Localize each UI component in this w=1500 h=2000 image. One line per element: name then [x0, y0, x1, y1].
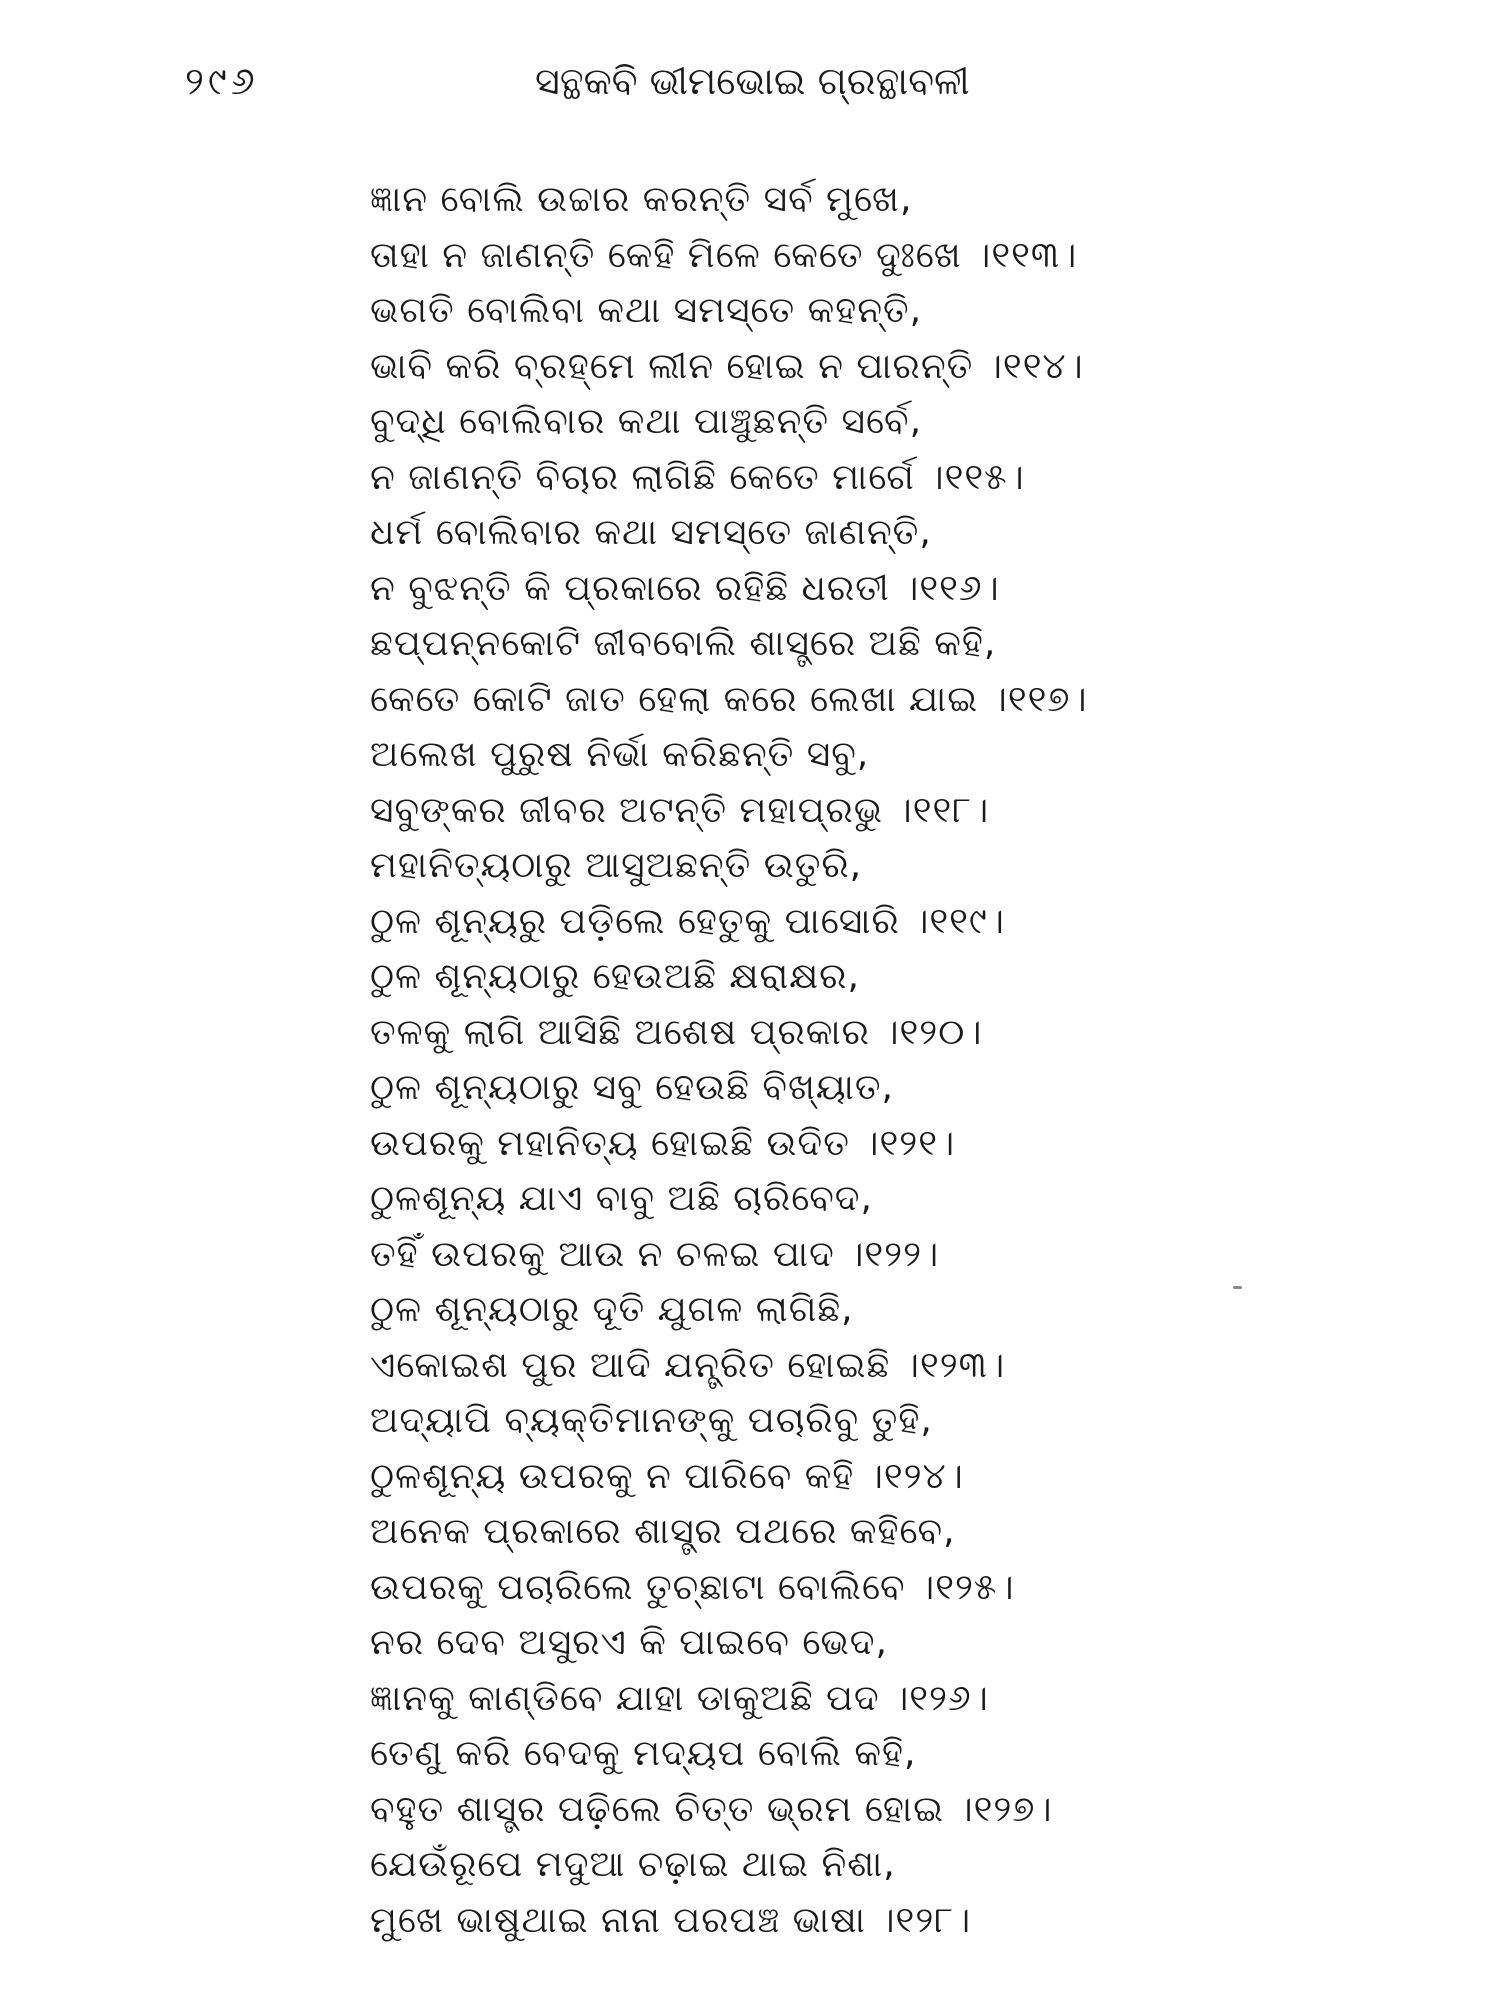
verse-line: ସବୁଙ୍କର ଜୀବର ଅଟନ୍ତି ମହାପ୍ରଭୁ ।୧୧୮।: [370, 789, 990, 831]
verse-line: ଠୁଳଶୂନ୍ୟ ଯାଏ ବାବୁ ଅଛି ଚାରିବେଦ,: [370, 1178, 873, 1219]
running-title: ସନ୍ଥକବି ଭୀମଭୋଇ ଗ୍ରନ୍ଥାବଳୀ: [535, 59, 970, 103]
verse-line: ଅଦ୍ୟାପି ବ୍ୟକ୍ତିମାନଙ୍କୁ ପଚାରିବୁ ତୁହି,: [370, 1400, 933, 1441]
verse-line: ଛପ୍ପନ୍ନକୋଟି ଜୀବବୋଲି ଶାସ୍ତ୍ରେ ଅଛି କହି,: [370, 623, 997, 664]
verse-line: ଜ୍ଞାନକୁ କାଣ୍ଡିବେ ଯାହା ଡାକୁଅଛି ପଦ ।୧୨୬।: [370, 1677, 989, 1719]
verse-line: ଧର୍ମ ବୋଲିବାର କଥା ସମସ୍ତେ ଜାଣନ୍ତି,: [370, 512, 932, 553]
verse-line: ନର ଦେବ ଅସୁରଏ କି ପାଇବେ ଭେଦ,: [370, 1622, 888, 1663]
verse-line: ତହିଁ ଉପରକୁ ଆଉ ନ ଚଳଇ ପାଦ ।୧୨୨।: [370, 1233, 940, 1275]
verse-line: ବହୁତ ଶାସ୍ତ୍ର ପଢ଼ିଲେ ଚିତ୍ତ ଭ୍ରମ ହୋଇ ।୧୨୭।: [370, 1788, 1053, 1830]
verse-line: ମୁଖେ ଭାଷୁଥାଇ ନାନା ପରପଞ୍ଚ ଭାଷା ।୧୨୮।: [370, 1899, 972, 1941]
verse-line: କେତେ କୋଟି ଜାତ ହେଲା କରେ ଲେଖା ଯାଇ ।୧୧୭।: [370, 678, 1088, 720]
verse-line: ଭଗତି ବୋଲିବା କଥା ସମସ୍ତେ କହନ୍ତି,: [370, 290, 923, 331]
verse-line: ଜ୍ଞାନ ବୋଲି ଉଚ୍ଚାର କରନ୍ତି ସର୍ବ ମୁଖେ,: [370, 179, 913, 220]
verse-line: ତେଣୁ କରି ବେଦକୁ ମଦ୍ୟପ ବୋଲି କହି,: [370, 1733, 917, 1774]
verse-line: ଏକୋଇଶ ପୁର ଆଦି ଯନ୍ତ୍ରିତ ହୋଇଛି ।୧୨୩।: [370, 1344, 1006, 1386]
verse-line: ବୁଦ୍ଧି ବୋଲିବାର କଥା ପାଞ୍ଚୁଛନ୍ତି ସର୍ବେ,: [370, 401, 923, 442]
verse-line: ମହାନିତ୍ୟଠାରୁ ଆସୁଅଛନ୍ତି ଉତୁରି,: [370, 845, 863, 886]
verse-line: ତାହା ନ ଜାଣନ୍ତି କେହି ମିଳେ କେତେ ଦୁଃଖେ ।୧୧୩।: [370, 234, 1078, 276]
verse-line: ତଳକୁ ଲାଗି ଆସିଛି ଅଶେଷ ପ୍ରକାର ।୧୨୦।: [370, 1011, 983, 1053]
verse-line: ଉପରକୁ ପଚାରିଲେ ତୁଚ୍ଛାଟା ବୋଲିବେ ।୧୨୫।: [370, 1566, 1015, 1608]
verse-list: [370, 172, 1430, 1948]
verse-line: ଅଲେଖ ପୁରୁଷ ନିର୍ଭା କରିଛନ୍ତି ସବୁ,: [370, 734, 870, 775]
verse-line: ନ ଜାଣନ୍ତି ବିଚାର ଲାଗିଛି କେତେ ମାର୍ଗେ ।୧୧୫।: [370, 456, 1025, 498]
verse-line: ଉପରକୁ ମହାନିତ୍ୟ ହୋଇଛି ଉଦିତ ।୧୨୧।: [370, 1122, 956, 1164]
verse-line: ଠୁଳ ଶୂନ୍ୟଠାରୁ ଦୂତି ଯୁଗଳ ଲାଗିଛି,: [370, 1289, 854, 1330]
print-speck: [1233, 1286, 1242, 1289]
verse-line: ଭାବି କରି ବ୍ରହ୍ମେ ଲୀନ ହୋଇ ନ ପାରନ୍ତି ।୧୧୪।: [370, 345, 1084, 387]
verse-line: ଠୁଳ ଶୂନ୍ୟଠାରୁ ସବୁ ହେଉଛି ବିଖ୍ୟାତ,: [370, 1067, 894, 1108]
verse-line: ଯେଉଁରୂପେ ମଦୁଆ ଚଢ଼ାଇ ଥାଇ ନିଶା,: [370, 1844, 896, 1885]
verse-line: ନ ବୁଝନ୍ତି କି ପ୍ରକାରେ ରହିଛି ଧରତୀ ।୧୧୬।: [370, 567, 1000, 609]
verse-line: ଠୁଳ ଶୂନ୍ୟରୁ ପଡ଼ିଲେ ହେତୁକୁ ପାସୋରି ।୧୧୯।: [370, 900, 1005, 942]
page-number: ୨୯୬: [185, 59, 259, 103]
verse-line: ଅନେକ ପ୍ରକାରେ ଶାସ୍ତ୍ର ପଥରେ କହିବେ,: [370, 1511, 956, 1552]
verse-line: ଠୁଳ ଶୂନ୍ୟଠାରୁ ହେଉଅଛି କ୍ଷରାକ୍ଷର,: [370, 956, 860, 997]
verse-line: ଠୁଳଶୂନ୍ୟ ଉପରକୁ ନ ପାରିବେ କହି ।୧୨୪।: [370, 1455, 964, 1497]
